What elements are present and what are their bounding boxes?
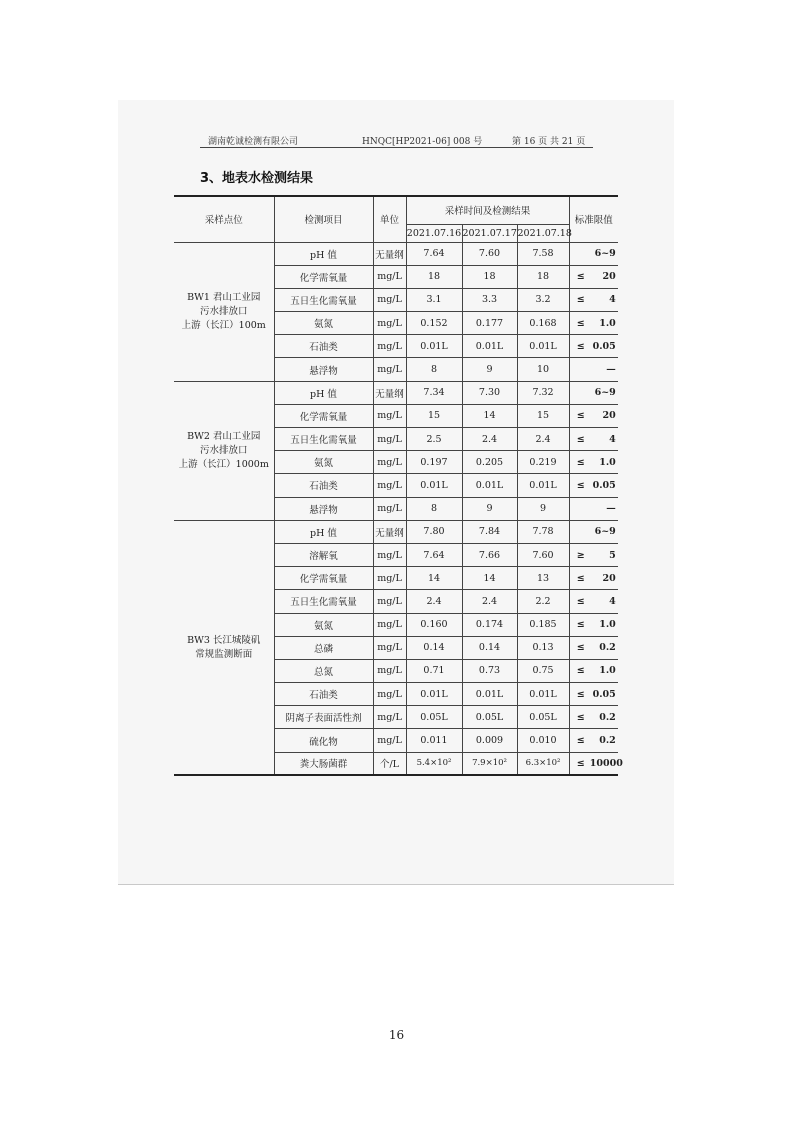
item-cell: 溶解氧 xyxy=(274,543,373,566)
value-cell: 0.01L xyxy=(517,335,569,358)
standard-operator: ≤ xyxy=(576,665,585,677)
standard-cell xyxy=(569,358,618,381)
item-cell: 总磷 xyxy=(274,636,373,659)
unit-cell: mg/L xyxy=(373,613,406,636)
standard-limit: 10000 xyxy=(589,757,623,769)
standard-limit: 0.2 xyxy=(599,735,616,747)
unit-cell: mg/L xyxy=(373,335,406,358)
col-header-unit: 单位 xyxy=(373,196,406,242)
unit-cell: mg/L xyxy=(373,590,406,613)
standard-cell xyxy=(569,265,618,288)
table-row xyxy=(174,242,618,265)
item-cell: 氨氮 xyxy=(274,451,373,474)
unit-cell: 无量纲 xyxy=(373,520,406,543)
standard-cell xyxy=(569,613,618,636)
value-cell: 7.60 xyxy=(462,242,517,265)
unit-cell: mg/L xyxy=(373,265,406,288)
col-header-date-1: 2021.07.16 xyxy=(406,224,462,242)
unit-cell: mg/L xyxy=(373,543,406,566)
standard-limit: 1.0 xyxy=(599,619,616,631)
standard-operator: ≤ xyxy=(576,340,585,352)
unit-cell: mg/L xyxy=(373,428,406,451)
value-cell: 18 xyxy=(462,265,517,288)
header-rule xyxy=(200,147,593,148)
value-cell: 3.2 xyxy=(517,288,569,311)
value-cell: 0.185 xyxy=(517,613,569,636)
value-cell: 9 xyxy=(462,358,517,381)
standard-cell xyxy=(569,288,618,311)
col-header-date-3: 2021.07.18 xyxy=(517,224,569,242)
value-cell: 0.160 xyxy=(406,613,462,636)
item-cell: pH 值 xyxy=(274,242,373,265)
value-cell: 18 xyxy=(517,265,569,288)
standard-limit: 6~9 xyxy=(594,248,616,260)
standard-limit: 20 xyxy=(602,410,616,422)
value-cell: 10 xyxy=(517,358,569,381)
standard-cell xyxy=(569,242,618,265)
unit-cell: mg/L xyxy=(373,312,406,335)
site-cell xyxy=(174,520,274,775)
unit-cell: mg/L xyxy=(373,474,406,497)
standard-operator: ≤ xyxy=(576,711,585,723)
unit-cell: 无量纲 xyxy=(373,242,406,265)
standard-operator: ≤ xyxy=(576,757,585,769)
site-name-line: BW1 君山工业园 xyxy=(187,291,261,303)
standard-limit: — xyxy=(606,503,616,515)
value-cell: 0.010 xyxy=(517,729,569,752)
standard-limit: 0.2 xyxy=(599,711,616,723)
unit-cell: mg/L xyxy=(373,497,406,520)
item-cell: 化学需氧量 xyxy=(274,567,373,590)
value-cell: 0.01L xyxy=(517,474,569,497)
site-name-line: 常规监测断面 xyxy=(195,648,253,660)
value-cell: 7.66 xyxy=(462,543,517,566)
standard-limit: 6~9 xyxy=(594,526,616,538)
value-cell: 0.152 xyxy=(406,312,462,335)
unit-cell: mg/L xyxy=(373,729,406,752)
value-cell: 7.60 xyxy=(517,543,569,566)
value-cell: 0.174 xyxy=(462,613,517,636)
value-cell: 0.05L xyxy=(517,706,569,729)
value-cell: 0.197 xyxy=(406,451,462,474)
standard-limit: 4 xyxy=(609,294,616,306)
standard-operator: ≤ xyxy=(576,735,585,747)
value-cell: 0.01L xyxy=(406,335,462,358)
standard-cell xyxy=(569,381,618,404)
value-cell: 18 xyxy=(406,265,462,288)
value-cell: 7.30 xyxy=(462,381,517,404)
standard-limit: 4 xyxy=(609,595,616,607)
standard-cell xyxy=(569,451,618,474)
standard-limit: — xyxy=(606,364,616,376)
value-cell: 5.4×10² xyxy=(406,752,462,775)
standard-limit: 5 xyxy=(609,549,616,561)
value-cell: 0.75 xyxy=(517,659,569,682)
standard-limit: 0.05 xyxy=(592,688,616,700)
site-name-line: 污水排放口 xyxy=(199,305,248,317)
value-cell: 7.64 xyxy=(406,242,462,265)
value-cell: 7.78 xyxy=(517,520,569,543)
site-name-line: 上游（长江）100m xyxy=(181,319,266,331)
value-cell: 0.009 xyxy=(462,729,517,752)
results-table xyxy=(174,195,623,776)
col-header-item: 检测项目 xyxy=(274,196,373,242)
item-cell: pH 值 xyxy=(274,381,373,404)
unit-cell: mg/L xyxy=(373,404,406,427)
value-cell: 2.5 xyxy=(406,428,462,451)
unit-cell: mg/L xyxy=(373,636,406,659)
standard-limit: 0.2 xyxy=(599,642,616,654)
item-cell: 五日生化需氧量 xyxy=(274,428,373,451)
standard-operator: ≤ xyxy=(576,572,585,584)
header-report-code: HNQC[HP2021-06] 008 号 xyxy=(362,137,483,147)
item-cell: 五日生化需氧量 xyxy=(274,288,373,311)
value-cell: 14 xyxy=(462,567,517,590)
standard-cell xyxy=(569,729,618,752)
value-cell: 0.01L xyxy=(462,683,517,706)
value-cell: 7.34 xyxy=(406,381,462,404)
standard-limit: 1.0 xyxy=(599,665,616,677)
standard-cell xyxy=(569,497,618,520)
col-header-date-2: 2021.07.17 xyxy=(462,224,517,242)
item-cell: 总氮 xyxy=(274,659,373,682)
value-cell: 0.14 xyxy=(406,636,462,659)
value-cell: 6.3×10² xyxy=(517,752,569,775)
value-cell: 0.14 xyxy=(462,636,517,659)
unit-cell: mg/L xyxy=(373,358,406,381)
col-header-site: 采样点位 xyxy=(174,196,274,242)
value-cell: 13 xyxy=(517,567,569,590)
value-cell: 0.05L xyxy=(462,706,517,729)
standard-limit: 1.0 xyxy=(599,317,616,329)
standard-operator: ≤ xyxy=(576,271,585,283)
standard-operator: ≤ xyxy=(576,688,585,700)
item-cell: 氨氮 xyxy=(274,312,373,335)
value-cell: 2.2 xyxy=(517,590,569,613)
item-cell: 悬浮物 xyxy=(274,497,373,520)
unit-cell: mg/L xyxy=(373,706,406,729)
value-cell: 0.01L xyxy=(406,474,462,497)
value-cell: 15 xyxy=(517,404,569,427)
col-header-standard: 标准限值 xyxy=(569,196,618,242)
value-cell: 0.168 xyxy=(517,312,569,335)
item-cell: 石油类 xyxy=(274,335,373,358)
unit-cell: mg/L xyxy=(373,683,406,706)
standard-operator: ≤ xyxy=(576,456,585,468)
site-name-line: BW2 君山工业园 xyxy=(187,430,261,442)
unit-cell: 个/L xyxy=(373,752,406,775)
value-cell: 0.01L xyxy=(462,474,517,497)
standard-limit: 6~9 xyxy=(594,387,616,399)
item-cell: pH 值 xyxy=(274,520,373,543)
table-row xyxy=(174,381,618,404)
section-title: 3、地表水检测结果 xyxy=(200,171,314,186)
value-cell: 9 xyxy=(517,497,569,520)
item-cell: 石油类 xyxy=(274,683,373,706)
value-cell: 0.71 xyxy=(406,659,462,682)
standard-operator: ≤ xyxy=(576,619,585,631)
standard-cell xyxy=(569,567,618,590)
standard-cell xyxy=(569,659,618,682)
unit-cell: mg/L xyxy=(373,451,406,474)
value-cell: 7.84 xyxy=(462,520,517,543)
value-cell: 2.4 xyxy=(462,590,517,613)
value-cell: 2.4 xyxy=(406,590,462,613)
standard-operator: ≤ xyxy=(576,294,585,306)
value-cell: 0.73 xyxy=(462,659,517,682)
value-cell: 7.32 xyxy=(517,381,569,404)
standard-cell xyxy=(569,683,618,706)
standard-cell xyxy=(569,474,618,497)
standard-limit: 4 xyxy=(609,433,616,445)
standard-operator: ≤ xyxy=(576,433,585,445)
value-cell: 0.011 xyxy=(406,729,462,752)
item-cell: 五日生化需氧量 xyxy=(274,590,373,613)
results-table-body xyxy=(174,242,623,775)
value-cell: 7.80 xyxy=(406,520,462,543)
value-cell: 7.58 xyxy=(517,242,569,265)
unit-cell: mg/L xyxy=(373,288,406,311)
item-cell: 悬浮物 xyxy=(274,358,373,381)
standard-cell xyxy=(569,312,618,335)
value-cell: 7.64 xyxy=(406,543,462,566)
header-page-info: 第 16 页 共 21 页 xyxy=(512,137,586,147)
site-name-line: BW3 长江城陵矶 xyxy=(187,634,261,646)
value-cell: 0.13 xyxy=(517,636,569,659)
scan-edge-line xyxy=(118,884,674,885)
standard-limit: 20 xyxy=(602,572,616,584)
standard-cell xyxy=(569,590,618,613)
site-cell xyxy=(174,242,274,381)
value-cell: 3.1 xyxy=(406,288,462,311)
site-name-line: 上游（长江）1000m xyxy=(178,458,269,470)
value-cell: 0.01L xyxy=(406,683,462,706)
standard-operator: ≤ xyxy=(576,595,585,607)
standard-operator: ≤ xyxy=(576,410,585,422)
standard-cell xyxy=(569,428,618,451)
standard-cell xyxy=(569,706,618,729)
page-number: 16 xyxy=(388,1028,405,1042)
site-cell xyxy=(174,381,274,520)
standard-limit: 1.0 xyxy=(599,456,616,468)
value-cell: 8 xyxy=(406,358,462,381)
value-cell: 14 xyxy=(406,567,462,590)
item-cell: 石油类 xyxy=(274,474,373,497)
item-cell: 氨氮 xyxy=(274,613,373,636)
value-cell: 9 xyxy=(462,497,517,520)
item-cell: 硫化物 xyxy=(274,729,373,752)
value-cell: 0.01L xyxy=(517,683,569,706)
value-cell: 0.219 xyxy=(517,451,569,474)
item-cell: 粪大肠菌群 xyxy=(274,752,373,775)
standard-limit: 20 xyxy=(602,271,616,283)
item-cell: 化学需氧量 xyxy=(274,265,373,288)
site-name-line: 污水排放口 xyxy=(199,444,248,456)
standard-operator: ≤ xyxy=(576,479,585,491)
item-cell: 阴离子表面活性剂 xyxy=(274,706,373,729)
unit-cell: mg/L xyxy=(373,567,406,590)
col-header-results-group: 采样时间及检测结果 xyxy=(406,196,569,224)
value-cell: 7.9×10² xyxy=(462,752,517,775)
value-cell: 3.3 xyxy=(462,288,517,311)
value-cell: 0.05L xyxy=(406,706,462,729)
value-cell: 2.4 xyxy=(517,428,569,451)
value-cell: 0.177 xyxy=(462,312,517,335)
value-cell: 15 xyxy=(406,404,462,427)
standard-cell xyxy=(569,335,618,358)
value-cell: 8 xyxy=(406,497,462,520)
standard-operator: ≥ xyxy=(576,549,585,561)
standard-cell xyxy=(569,636,618,659)
table-row xyxy=(174,520,618,543)
unit-cell: 无量纲 xyxy=(373,381,406,404)
standard-operator: ≤ xyxy=(576,317,585,329)
standard-cell xyxy=(569,752,623,775)
standard-cell xyxy=(569,520,618,543)
header-company: 湖南乾诚检测有限公司 xyxy=(208,137,299,147)
item-cell: 化学需氧量 xyxy=(274,404,373,427)
unit-cell: mg/L xyxy=(373,659,406,682)
standard-cell xyxy=(569,543,618,566)
standard-limit: 0.05 xyxy=(592,479,616,491)
standard-limit: 0.05 xyxy=(592,340,616,352)
value-cell: 0.205 xyxy=(462,451,517,474)
value-cell: 14 xyxy=(462,404,517,427)
standard-operator: ≤ xyxy=(576,642,585,654)
standard-cell xyxy=(569,404,618,427)
value-cell: 0.01L xyxy=(462,335,517,358)
value-cell: 2.4 xyxy=(462,428,517,451)
